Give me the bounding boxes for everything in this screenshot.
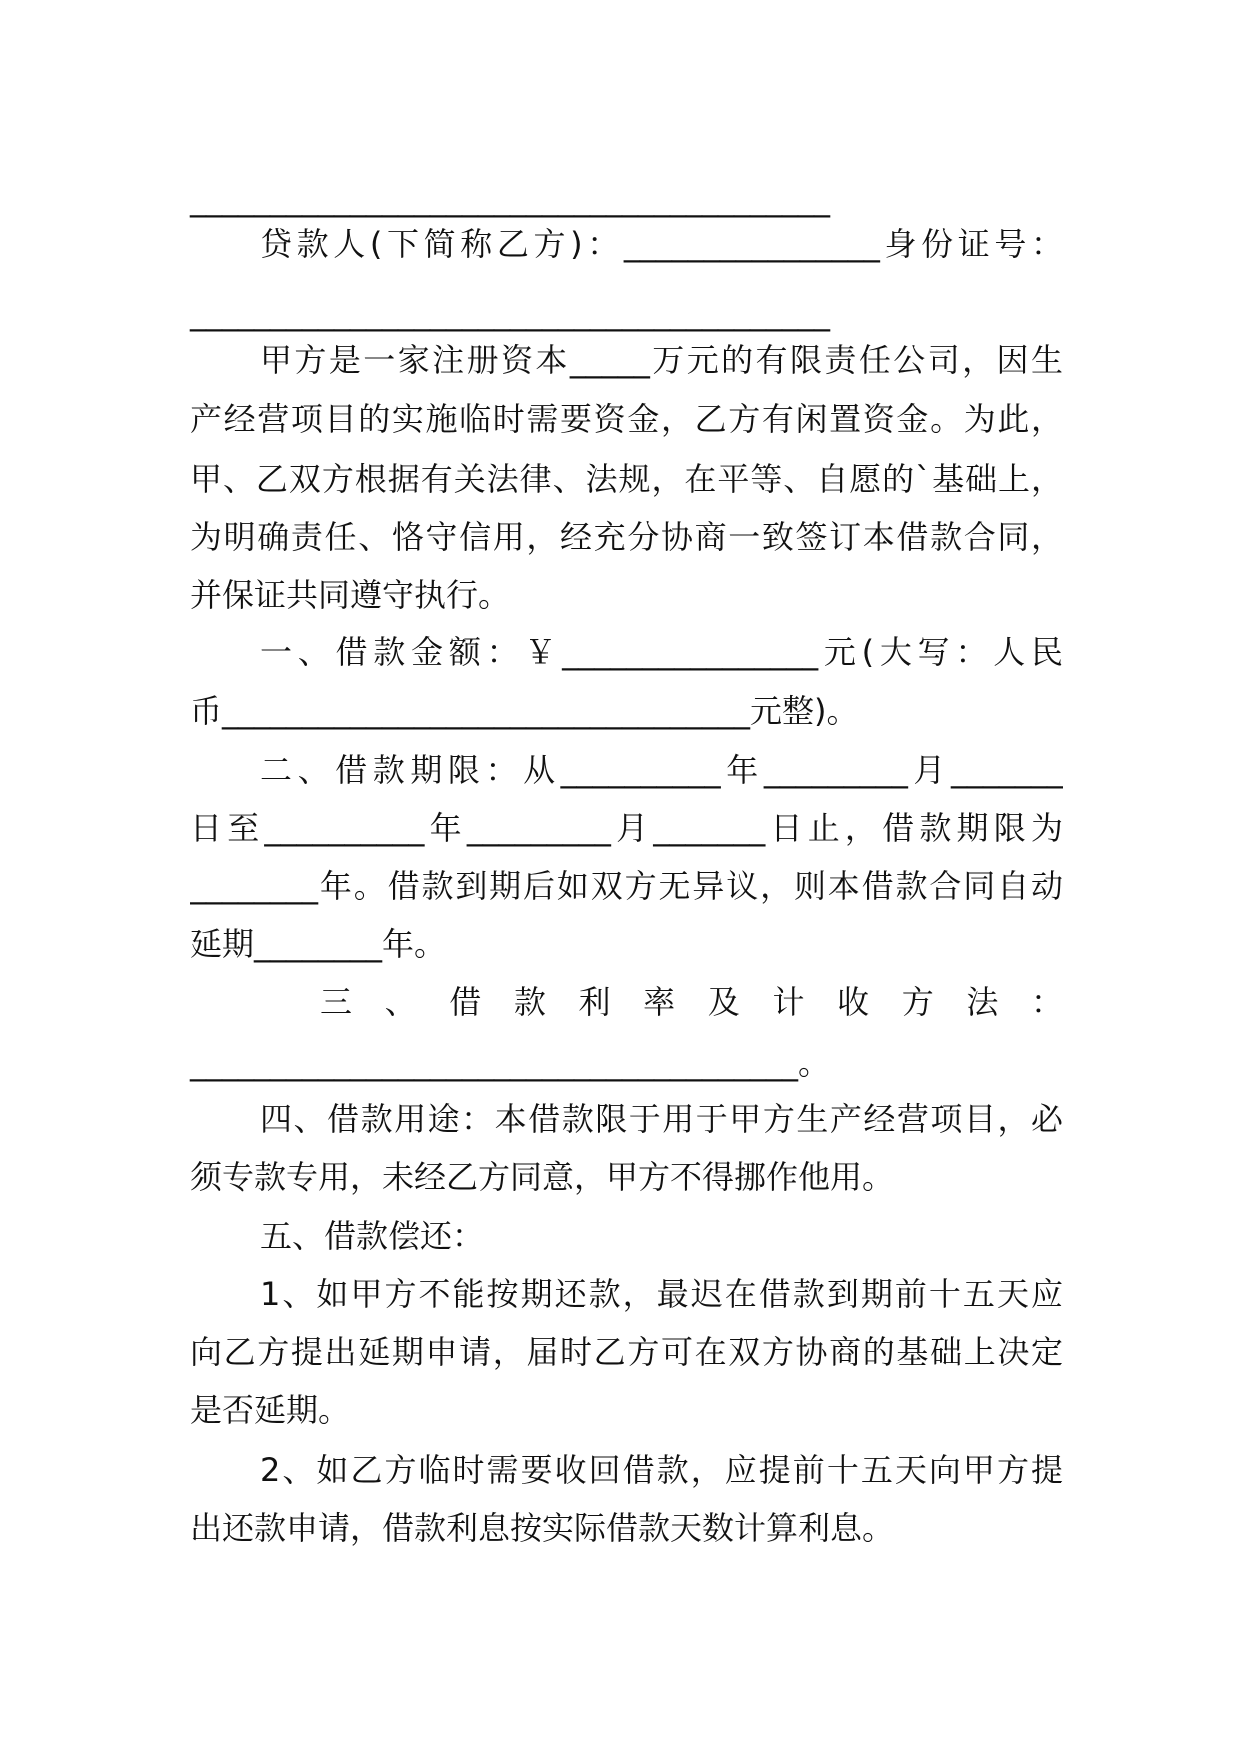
paragraph-line: 五、借款偿还： (260, 1217, 485, 1255)
paragraph-line: 并保证共同遵守执行。 (190, 576, 511, 614)
paragraph-line: 一、借款金额：￥________________元(大写：人民 (260, 633, 1063, 671)
paragraph-line: 是否延期。 (190, 1391, 351, 1429)
paragraph-line: 2、如乙方临时需要收回借款，应提前十五天向甲方提 (260, 1451, 1063, 1489)
paragraph-line: 二、借款期限：从__________年_________月_______ (260, 751, 1063, 789)
paragraph-line: ______________________________________。 (190, 1044, 831, 1082)
paragraph-line: 甲方是一家注册资本_____万元的有限责任公司，因生 (260, 341, 1063, 379)
paragraph-line: 出还款申请，借款利息按实际借款天数计算利息。 (190, 1509, 895, 1547)
paragraph-line: 甲、乙双方根据有关法律、法规，在平等、自愿的`基础上， (190, 460, 1063, 498)
paragraph-line: ________________________________________ (190, 294, 830, 332)
paragraph-line: 币_________________________________元整)。 (190, 692, 859, 730)
paragraph-line: 四、借款用途：本借款限于用于甲方生产经营项目，必 (260, 1100, 1063, 1138)
paragraph-line: ________________________________________ (190, 180, 830, 218)
paragraph-line: 为明确责任、恪守信用，经充分协商一致签订本借款合同， (190, 518, 1063, 556)
paragraph-line: 须专款专用，未经乙方同意，甲方不得挪作他用。 (190, 1158, 895, 1196)
paragraph-line: 三、借款利率及计收方法： (320, 983, 1063, 1021)
paragraph-line: 贷款人(下简称乙方)：________________身份证号： (260, 225, 1063, 263)
paragraph-line: ________年。借款到期后如双方无异议，则本借款合同自动 (190, 867, 1063, 905)
paragraph-line: 产经营项目的实施临时需要资金，乙方有闲置资金。为此， (190, 400, 1063, 438)
paragraph-line: 向乙方提出延期申请，届时乙方可在双方协商的基础上决定 (190, 1333, 1063, 1371)
paragraph-line: 1、如甲方不能按期还款，最迟在借款到期前十五天应 (260, 1275, 1063, 1313)
paragraph-line: 日至__________年_________月_______日止，借款期限为 (190, 809, 1063, 847)
paragraph-line: 延期________年。 (190, 925, 447, 963)
